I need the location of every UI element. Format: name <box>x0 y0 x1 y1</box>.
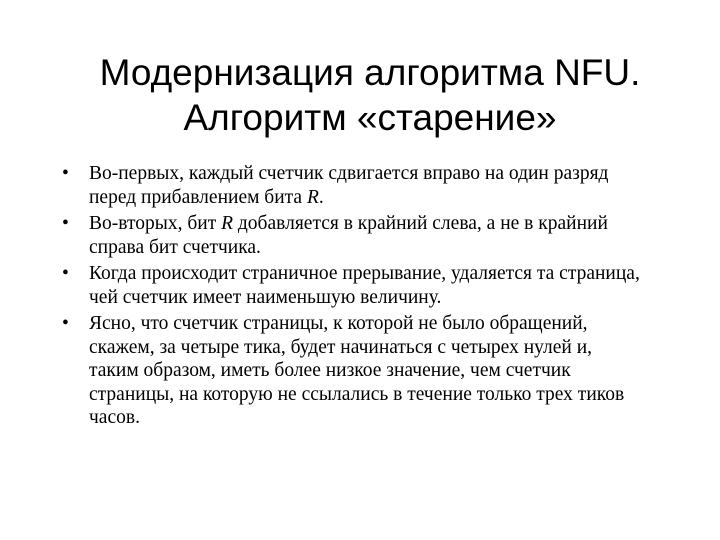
text-run: справа бит счетчика. <box>89 236 261 258</box>
bullet-line <box>89 336 672 360</box>
bullet-item-3 <box>62 262 672 309</box>
bullet-line <box>89 162 672 186</box>
bullet-line <box>89 286 672 310</box>
bullet-line <box>89 212 672 236</box>
text-run: перед прибавлением бита <box>89 186 307 208</box>
bullet-line <box>89 262 672 286</box>
bullet-icon: • <box>62 213 69 234</box>
text-run: чей счетчик имеет наименьшую величину. <box>89 286 442 308</box>
bullet-line <box>89 312 672 336</box>
text-run: Ясно, что счетчик страницы, к которой не было обращений, <box>89 313 588 334</box>
text-run: скажем, за четыре тика, будет начинаться с четырех нулей и, <box>89 336 593 358</box>
bullet-icon: • <box>62 263 69 284</box>
text-run: таким образом, иметь более низкое значение, чем счетчик <box>89 360 571 381</box>
slide-title <box>60 50 680 140</box>
bullet-line <box>89 406 672 430</box>
bullet-text <box>89 312 672 430</box>
bullet-text <box>89 212 672 259</box>
bullet-text <box>89 162 672 209</box>
bullet-item-4 <box>62 312 672 430</box>
bullet-item-1 <box>62 162 672 209</box>
title-line-1: Модернизация алгоритма NFU. <box>99 52 641 93</box>
bullet-line <box>89 236 672 260</box>
text-run: Во-вторых, бит <box>89 213 222 234</box>
bullet-list <box>62 162 672 433</box>
title-line-2: Алгоритм «старение» <box>183 97 557 138</box>
text-run: Во-первых, каждый счетчик сдвигается вправо на один разряд <box>89 163 609 184</box>
bullet-text <box>89 262 672 309</box>
text-run: страницы, на которую не ссылались в течение только трех тиков <box>89 383 625 405</box>
bullet-icon: • <box>62 313 69 334</box>
bullet-icon: • <box>62 163 69 184</box>
variable-r: R <box>306 186 319 208</box>
bullet-item-2 <box>62 212 672 259</box>
bullet-line <box>89 383 672 407</box>
text-run: часов. <box>89 407 140 428</box>
variable-r: R <box>221 213 234 234</box>
text-run: . <box>318 186 324 208</box>
text-run: Когда происходит страничное прерывание, удаляется та страница, <box>89 263 640 284</box>
bullet-line <box>89 186 672 210</box>
text-run: добавляется в крайний слева, а не в крайний <box>233 213 608 234</box>
bullet-line <box>89 359 672 383</box>
